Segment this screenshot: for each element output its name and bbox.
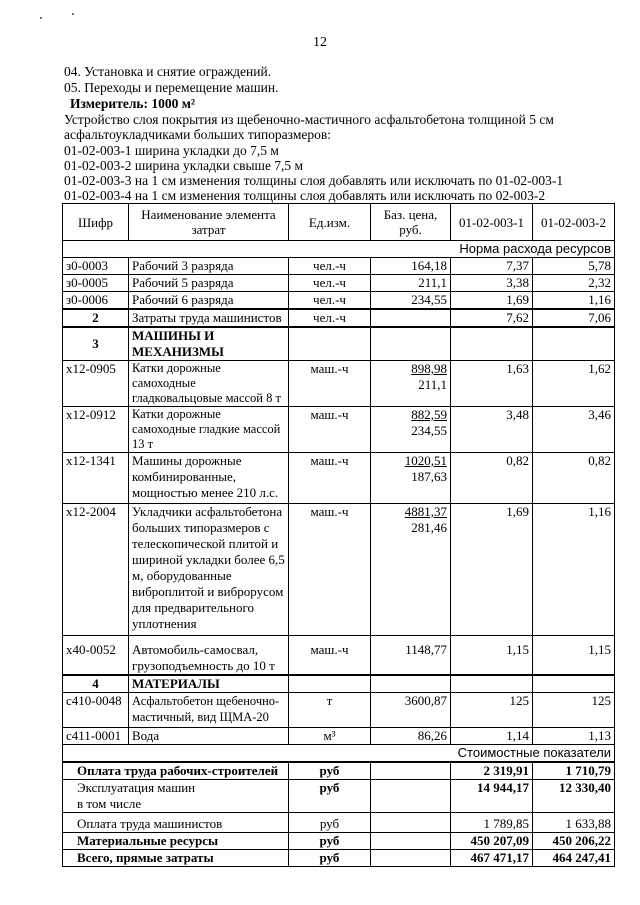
header-name: Наименование элемента затрат xyxy=(129,204,289,241)
group-value-1: 7,62 xyxy=(451,309,533,327)
total-value-1: 14 944,17 xyxy=(451,780,533,813)
total-value-1: 450 207,09 xyxy=(451,833,533,850)
total-unit: руб xyxy=(289,850,371,867)
empty-cell xyxy=(451,327,533,361)
row-price: 211,1 xyxy=(371,275,451,292)
total-row xyxy=(63,850,615,867)
variant-2: 01-02-003-2 ширина укладки свыше 7,5 м xyxy=(64,158,304,173)
row-price: 4881,37 xyxy=(404,504,447,519)
row-code: х12-0912 xyxy=(63,407,129,453)
variant-1: 01-02-003-1 ширина укладки до 7,5 м xyxy=(64,143,279,158)
row-value-1: 3,38 xyxy=(451,275,533,292)
empty-cell xyxy=(533,675,615,693)
group-row xyxy=(63,309,615,327)
total-value-2: 1 633,88 xyxy=(533,813,615,833)
row-unit: маш.-ч xyxy=(289,407,371,453)
total-value-1: 1 789,85 xyxy=(451,813,533,833)
row-price-2: 234,55 xyxy=(411,423,447,438)
intro-line-2: 05. Переходы и перемещение машин. xyxy=(64,80,279,95)
row-price-2: 281,46 xyxy=(411,520,447,535)
total-name: Оплата труда рабочих-строителей xyxy=(63,762,289,780)
row-unit: маш.-ч xyxy=(289,453,371,504)
total-row xyxy=(63,813,615,833)
row-code: з0-0003 xyxy=(63,258,129,275)
row-code: з0-0006 xyxy=(63,292,129,310)
table-row xyxy=(63,453,615,504)
group-name: МАШИНЫ И МЕХАНИЗМЫ xyxy=(129,327,289,361)
row-code: х12-0905 xyxy=(63,361,129,407)
row-price: 1020,51 xyxy=(404,453,447,468)
row-name: Автомобиль-самосвал, грузоподъемность до 10 т xyxy=(129,636,289,676)
header-code: Шифр xyxy=(63,204,129,241)
empty-cell xyxy=(371,850,451,867)
empty-cell xyxy=(289,675,371,693)
row-value-2: 1,13 xyxy=(533,728,615,745)
header-col2: 01-02-003-2 xyxy=(533,204,615,241)
group-unit: чел.-ч xyxy=(289,309,371,327)
group-code: 4 xyxy=(63,675,129,693)
total-row xyxy=(63,833,615,850)
variant-3: 01-02-003-3 на 1 см изменения толщины слоя добавлять или исключать по 01-02-003-1 xyxy=(64,173,564,188)
intro-description: Устройство слоя покрытия из щебеночно-мастичного асфальтобетона толщиной 5 см xyxy=(64,112,554,127)
table-row xyxy=(63,258,615,275)
row-price-2: 187,63 xyxy=(411,469,447,484)
table-row xyxy=(63,636,615,676)
row-unit: маш.-ч xyxy=(289,504,371,636)
row-price: 3600,87 xyxy=(371,693,451,728)
intro-line-1: 04. Установка и снятие ограждений. xyxy=(64,64,272,79)
row-unit: чел.-ч xyxy=(289,258,371,275)
table-row xyxy=(63,361,615,407)
table-row xyxy=(63,407,615,453)
table-row xyxy=(63,504,615,636)
header-unit: Ед.изм. xyxy=(289,204,371,241)
intro-description-cont: асфальтоукладчиками больших типоразмеров: xyxy=(64,127,331,142)
row-name: Рабочий 3 разряда xyxy=(129,258,289,275)
page-number: 12 xyxy=(313,35,327,50)
row-code: х40-0052 xyxy=(63,636,129,676)
group-row xyxy=(63,675,615,693)
group-name: МАТЕРИАЛЫ xyxy=(129,675,289,693)
empty-cell xyxy=(371,833,451,850)
table-row xyxy=(63,292,615,310)
row-value-1: 1,14 xyxy=(451,728,533,745)
total-row xyxy=(63,762,615,780)
row-value-1: 1,69 xyxy=(451,504,533,636)
empty-cell xyxy=(371,813,451,833)
group-code: 3 xyxy=(63,327,129,361)
table-header xyxy=(63,204,615,241)
row-price: 882,59 xyxy=(411,407,447,422)
row-unit: чел.-ч xyxy=(289,275,371,292)
row-value-2: 1,62 xyxy=(533,361,615,407)
row-name: Рабочий 6 разряда xyxy=(129,292,289,310)
row-value-1: 1,69 xyxy=(451,292,533,310)
total-sub: в том числе xyxy=(77,796,142,811)
table-row xyxy=(63,275,615,292)
row-price-2: 211,1 xyxy=(418,377,447,392)
total-name: Оплата труда машинистов xyxy=(63,813,289,833)
row-unit: маш.-ч xyxy=(289,361,371,407)
row-value-2: 125 xyxy=(533,693,615,728)
row-unit: м³ xyxy=(289,728,371,745)
total-unit: руб xyxy=(289,762,371,780)
row-unit: маш.-ч xyxy=(289,636,371,676)
measure-unit: Измеритель: 1000 м² xyxy=(70,96,196,111)
total-name: Всего, прямые затраты xyxy=(63,850,289,867)
row-value-2: 1,15 xyxy=(533,636,615,676)
row-value-2: 1,16 xyxy=(533,504,615,636)
row-value-2: 3,46 xyxy=(533,407,615,453)
empty-cell xyxy=(371,762,451,780)
section-cost: Стоимостные показатели xyxy=(63,745,615,763)
row-unit: чел.-ч xyxy=(289,292,371,310)
row-value-2: 2,32 xyxy=(533,275,615,292)
row-name: Машины дорожные комбинированные, мощностью менее 210 л.с. xyxy=(129,453,289,504)
section-row xyxy=(63,745,615,763)
row-price: 86,26 xyxy=(371,728,451,745)
total-value-1: 467 471,17 xyxy=(451,850,533,867)
table-row xyxy=(63,693,615,728)
variant-4: 01-02-003-4 на 1 см изменения толщины слоя добавлять или исключать по 02-003-2 xyxy=(64,188,546,203)
row-name: Рабочий 5 разряда xyxy=(129,275,289,292)
empty-cell xyxy=(371,327,451,361)
group-value-2: 7,06 xyxy=(533,309,615,327)
row-value-1: 7,37 xyxy=(451,258,533,275)
header-price: Баз. цена, руб. xyxy=(371,204,451,241)
row-code: с410-0048 xyxy=(63,693,129,728)
row-value-1: 3,48 xyxy=(451,407,533,453)
row-price: 164,18 xyxy=(371,258,451,275)
empty-cell xyxy=(533,327,615,361)
row-value-1: 0,82 xyxy=(451,453,533,504)
total-unit: руб xyxy=(289,833,371,850)
row-value-2: 1,16 xyxy=(533,292,615,310)
row-unit: т xyxy=(289,693,371,728)
total-row xyxy=(63,780,615,813)
section-norma: Норма расхода ресурсов xyxy=(63,241,615,258)
group-name: Затраты труда машинистов xyxy=(129,309,289,327)
row-price: 1148,77 xyxy=(371,636,451,676)
total-value-2: 12 330,40 xyxy=(533,780,615,813)
total-value-2: 450 206,22 xyxy=(533,833,615,850)
header-col1: 01-02-003-1 xyxy=(451,204,533,241)
row-value-2: 5,78 xyxy=(533,258,615,275)
total-unit: руб xyxy=(289,813,371,833)
row-code: з0-0005 xyxy=(63,275,129,292)
row-value-1: 1,63 xyxy=(451,361,533,407)
row-value-1: 125 xyxy=(451,693,533,728)
row-name: Асфальтобетон щебеночно-мастичный, вид ЩМА-20 xyxy=(129,693,289,728)
row-name: Укладчики асфальтобетона больших типоразмеров с телескопической плитой и шириной укладки более 6,5 м, оборудованные виброплитой и виброрусом для предварительного уплотнения xyxy=(129,504,289,636)
total-value-2: 1 710,79 xyxy=(533,762,615,780)
row-name: Катки дорожные самоходные гладковальцовые массой 8 т xyxy=(129,361,289,407)
row-code: х12-2004 xyxy=(63,504,129,636)
total-name: Материальные ресурсы xyxy=(63,833,289,850)
total-name: Эксплуатация машин xyxy=(77,780,196,795)
group-row xyxy=(63,327,615,361)
row-code: с411-0001 xyxy=(63,728,129,745)
empty-cell xyxy=(451,675,533,693)
row-name: Вода xyxy=(129,728,289,745)
row-value-1: 1,15 xyxy=(451,636,533,676)
group-price xyxy=(371,309,451,327)
empty-cell xyxy=(371,675,451,693)
scan-speck xyxy=(40,17,42,19)
scan-speck xyxy=(72,13,74,15)
row-code: х12-1341 xyxy=(63,453,129,504)
row-price: 234,55 xyxy=(371,292,451,310)
total-unit: руб xyxy=(289,780,371,813)
resource-table xyxy=(62,203,615,867)
row-price: 898,98 xyxy=(411,361,447,376)
row-name: Катки дорожные самоходные гладкие массой 13 т xyxy=(129,407,289,453)
section-row xyxy=(63,241,615,258)
empty-cell xyxy=(371,780,451,813)
total-value-2: 464 247,41 xyxy=(533,850,615,867)
empty-cell xyxy=(289,327,371,361)
total-value-1: 2 319,91 xyxy=(451,762,533,780)
group-code: 2 xyxy=(63,309,129,327)
table-row xyxy=(63,728,615,745)
row-value-2: 0,82 xyxy=(533,453,615,504)
